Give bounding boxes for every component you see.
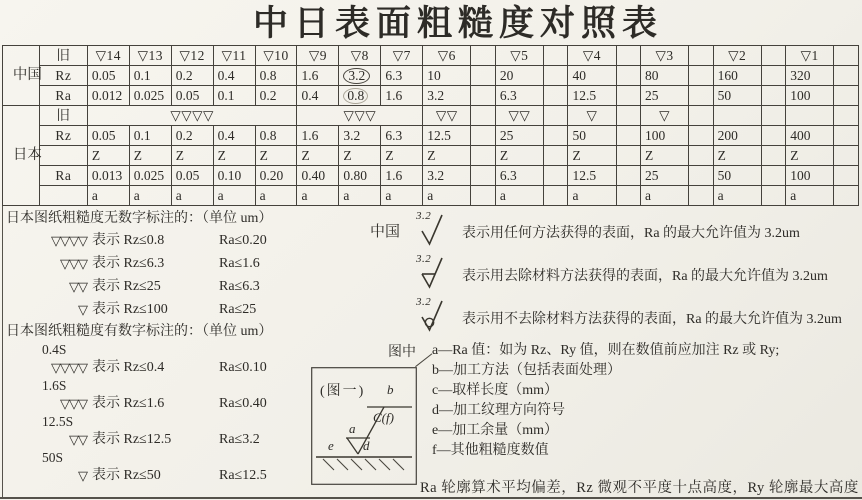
table-cell: 0.80	[339, 166, 381, 186]
table-cell: 200	[713, 126, 761, 146]
table-cell: 0.4	[297, 86, 339, 106]
table-cell	[471, 146, 496, 166]
figure-legend-item: b—加工方法（包括表面处理）	[432, 363, 621, 378]
row-label: 旧	[39, 46, 87, 66]
figure-legend-header: 图中	[388, 345, 416, 360]
table-cell	[616, 166, 641, 186]
table-cell: Z	[171, 146, 213, 166]
table-row	[3, 146, 859, 166]
table-cell: Z	[495, 146, 543, 166]
china-label: 中国	[370, 224, 401, 240]
table-cell	[616, 66, 641, 86]
table-cell: a	[381, 186, 423, 206]
group-label-text: 日本	[12, 146, 42, 163]
table-cell	[616, 86, 641, 106]
table-cell: 12.5	[568, 86, 616, 106]
table-row	[3, 126, 859, 146]
japan-symbol-entry	[6, 450, 320, 486]
japan-symbol-line	[6, 465, 320, 486]
table-cell	[471, 106, 496, 126]
row-label: Rz	[39, 126, 87, 146]
table-cell: 3.2	[423, 166, 471, 186]
table-cell: Z	[129, 146, 171, 166]
table-cell	[339, 86, 381, 106]
s-value-label: 50S	[42, 450, 64, 465]
japan-symbol-line	[6, 275, 320, 298]
table-cell: ▽5	[495, 46, 543, 66]
table-cell: ▽12	[171, 46, 213, 66]
table-cell	[761, 126, 786, 146]
table-cell	[471, 66, 496, 86]
table-cell: 400	[786, 126, 834, 146]
table-cell	[471, 86, 496, 106]
marked-value: 3.2	[343, 68, 370, 84]
table-cell: 6.3	[495, 86, 543, 106]
table-cell: ▽4	[568, 46, 616, 66]
table-cell	[761, 66, 786, 86]
japan-symbol-line	[6, 393, 320, 414]
table-cell: 0.1	[129, 66, 171, 86]
table-cell: a	[423, 186, 471, 206]
rz-spec: 表示 Rz≤0.4	[92, 360, 165, 375]
rz-spec: 表示 Rz≤6.3	[92, 256, 165, 271]
table-cell: Z	[213, 146, 255, 166]
table-cell: ▽	[641, 106, 689, 126]
table-cell	[834, 186, 859, 206]
table-cell: a	[641, 186, 689, 206]
china-label-spacer	[370, 298, 416, 306]
table-cell: ▽1	[786, 46, 834, 66]
table-cell: 50	[713, 166, 761, 186]
table-cell	[471, 166, 496, 186]
table-cell	[543, 66, 568, 86]
table-cell: ▽10	[255, 46, 297, 66]
table-cell: 20	[495, 66, 543, 86]
figure-label-a: a	[349, 421, 356, 436]
table-cell	[689, 66, 714, 86]
japan-no-number-lines	[6, 229, 320, 321]
table-cell: a	[339, 186, 381, 206]
table-cell: 25	[641, 166, 689, 186]
table-cell: ▽▽	[495, 106, 543, 126]
table-cell	[786, 106, 834, 126]
table-cell: 0.05	[171, 166, 213, 186]
symbol-value: 3.2	[416, 296, 432, 308]
rz-spec: 表示 Rz≤25	[92, 279, 161, 294]
figure-legend-first-row	[388, 341, 858, 361]
china-symbol-line	[370, 212, 860, 246]
ra-spec: Ra≤1.6	[219, 256, 260, 271]
table-cell: ▽8	[339, 46, 381, 66]
figure-label-d: d	[363, 438, 370, 453]
table-cell: ▽6	[423, 46, 471, 66]
china-symbol-notes	[370, 212, 860, 341]
table-cell: 10	[423, 66, 471, 86]
check-mark-icon	[418, 298, 448, 332]
table-cell: 3.2	[339, 126, 381, 146]
table-cell	[689, 166, 714, 186]
table-cell: a	[713, 186, 761, 206]
japan-symbol-line	[6, 229, 320, 252]
table-cell	[471, 126, 496, 146]
triangle-symbols: ▽▽▽	[60, 396, 87, 411]
table-cell	[616, 186, 641, 206]
row-label: Ra	[39, 166, 87, 186]
table-cell: 0.1	[213, 86, 255, 106]
row-label: Rz	[39, 66, 87, 86]
table-cell	[616, 146, 641, 166]
table-cell: 0.012	[87, 86, 129, 106]
table-cell	[543, 166, 568, 186]
table-row	[3, 86, 859, 106]
footer-definitions: Ra 轮廓算术平均偏差，Rz 微观不平度十点高度，Ry 轮廓最大高度	[420, 480, 859, 496]
table-cell: ▽▽	[423, 106, 471, 126]
table-cell: ▽	[568, 106, 616, 126]
table-cell: 0.025	[129, 166, 171, 186]
table-cell: Z	[713, 146, 761, 166]
table-cell: a	[213, 186, 255, 206]
table-cell: ▽7	[381, 46, 423, 66]
row-label	[39, 146, 87, 166]
japan-symbol-line	[6, 298, 320, 321]
table-cell: Z	[423, 146, 471, 166]
table-cell: 12.5	[423, 126, 471, 146]
rz-spec: 表示 Rz≤100	[92, 302, 168, 317]
row-label: 旧	[39, 106, 87, 126]
table-cell: 100	[786, 166, 834, 186]
check-mark-icon	[418, 255, 448, 289]
table-cell: ▽▽▽▽	[87, 106, 297, 126]
figure-legend-item: c—取样长度（mm）	[432, 383, 558, 398]
table-cell: ▽▽▽	[297, 106, 423, 126]
figure-caption: (图一)	[320, 384, 366, 399]
rz-spec: 表示 Rz≤12.5	[92, 432, 172, 447]
table-cell: 0.05	[87, 126, 129, 146]
table-cell	[689, 126, 714, 146]
triangle-symbols: ▽▽▽▽	[51, 233, 87, 248]
table-cell	[471, 46, 496, 66]
symbol-description: 表示用任何方法获得的表面，Ra 的最大允许值为 3.2um	[462, 226, 800, 241]
table-cell: ▽3	[641, 46, 689, 66]
ra-spec: Ra≤6.3	[219, 279, 260, 294]
table-cell	[761, 46, 786, 66]
japan-with-number-lines	[6, 342, 320, 486]
symbol-value: 3.2	[416, 253, 432, 265]
roughness-symbol-removal	[416, 255, 446, 289]
table-cell: a	[297, 186, 339, 206]
table-cell: 0.20	[255, 166, 297, 186]
table-cell: 0.8	[255, 66, 297, 86]
table-cell	[761, 186, 786, 206]
table-cell	[616, 106, 641, 126]
table-cell: a	[129, 186, 171, 206]
table-cell: 1.6	[381, 86, 423, 106]
table-cell: 1.6	[381, 166, 423, 186]
ra-spec: Ra≤0.10	[219, 360, 267, 375]
table-cell	[834, 46, 859, 66]
table-cell: 40	[568, 66, 616, 86]
bottom-border-line	[0, 497, 862, 499]
table-cell	[834, 146, 859, 166]
table-row	[3, 166, 859, 186]
table-cell: a	[87, 186, 129, 206]
table-cell: a	[495, 186, 543, 206]
table-cell: 1.6	[297, 126, 339, 146]
table-cell	[689, 186, 714, 206]
table-cell	[543, 186, 568, 206]
table-cell: 50	[713, 86, 761, 106]
table-cell: 0.2	[255, 86, 297, 106]
table-cell: 3.2	[423, 86, 471, 106]
table-cell: a	[786, 186, 834, 206]
table-cell: 6.3	[381, 66, 423, 86]
table-cell	[689, 106, 714, 126]
s-value-label: 1.6S	[42, 378, 67, 393]
table-cell	[543, 146, 568, 166]
table-cell	[761, 106, 786, 126]
japan-no-number-header: 日本图纸粗糙度无数字标注的：（单位 um）	[6, 211, 273, 226]
figure-legend-item: f—其他粗糙度数值	[432, 443, 549, 458]
table-cell	[543, 126, 568, 146]
triangle-symbols: ▽▽▽	[60, 256, 87, 271]
table-cell: a	[568, 186, 616, 206]
symbol-description: 表示用不去除材料方法获得的表面，Ra 的最大允许值为 3.2um	[462, 312, 842, 327]
table-cell: 320	[786, 66, 834, 86]
ra-spec: Ra≤0.40	[219, 396, 267, 411]
table-cell	[543, 46, 568, 66]
table-cell: 0.4	[213, 66, 255, 86]
table-cell: 0.05	[87, 66, 129, 86]
china-symbol-line	[370, 298, 860, 332]
japan-symbol-line	[6, 429, 320, 450]
table-row	[3, 186, 859, 206]
table-cell: 100	[641, 126, 689, 146]
table-cell: Z	[786, 146, 834, 166]
japan-annotation-notes	[6, 208, 320, 486]
table-cell: 50	[568, 126, 616, 146]
japan-with-number-header: 日本图纸粗糙度有数字标注的：（单位 um）	[6, 324, 273, 339]
table-cell: 0.013	[87, 166, 129, 186]
table-cell: Z	[297, 146, 339, 166]
rz-spec: 表示 Rz≤50	[92, 468, 161, 483]
japan-symbol-entry	[6, 414, 320, 450]
figure-legend-items	[432, 361, 858, 461]
table-cell	[689, 46, 714, 66]
group-label	[3, 106, 40, 206]
table-cell: 0.40	[297, 166, 339, 186]
table-cell: ▽13	[129, 46, 171, 66]
figure-legend	[388, 341, 858, 461]
table-cell: Z	[87, 146, 129, 166]
table-cell: Z	[568, 146, 616, 166]
symbol-description: 表示用去除材料方法获得的表面，Ra 的最大允许值为 3.2um	[462, 269, 828, 284]
table-cell	[471, 186, 496, 206]
table-cell: 0.05	[171, 86, 213, 106]
row-label: Ra	[39, 86, 87, 106]
table-cell: 0.1	[129, 126, 171, 146]
table-cell	[689, 86, 714, 106]
table-cell	[834, 126, 859, 146]
table-cell: 160	[713, 66, 761, 86]
table-cell	[834, 66, 859, 86]
japan-symbol-line	[6, 252, 320, 275]
table-row	[3, 46, 859, 66]
figure-legend-item: a—Ra 值：如为 Rz、Ry 值，则在数值前应加注 Rz 或 Ry;	[432, 343, 780, 358]
document-title: 中日表面粗糙度对照表	[252, 4, 663, 43]
table-cell	[834, 166, 859, 186]
table-cell: ▽2	[713, 46, 761, 66]
roughness-comparison-table	[2, 45, 859, 206]
table-cell: 80	[641, 66, 689, 86]
table-row	[3, 66, 859, 86]
triangle-symbols: ▽▽	[69, 432, 87, 447]
table-cell	[616, 46, 641, 66]
triangle-symbols: ▽▽	[69, 279, 87, 294]
table-cell	[543, 86, 568, 106]
figure-one	[311, 367, 417, 485]
table-cell: Z	[339, 146, 381, 166]
table-cell	[761, 146, 786, 166]
s-value-label: 12.5S	[42, 414, 74, 429]
table-cell	[339, 66, 381, 86]
table-cell: 12.5	[568, 166, 616, 186]
ra-spec: Ra≤3.2	[219, 432, 260, 447]
table-cell: 0.025	[129, 86, 171, 106]
table-cell	[713, 106, 761, 126]
triangle-symbols: ▽	[78, 468, 87, 483]
table-cell: 0.2	[171, 66, 213, 86]
table-cell: 0.4	[213, 126, 255, 146]
table-cell: a	[171, 186, 213, 206]
table-cell: 0.2	[171, 126, 213, 146]
triangle-symbols: ▽	[78, 302, 87, 317]
table-row	[3, 106, 859, 126]
table-cell: 6.3	[495, 166, 543, 186]
japan-symbol-entry	[6, 378, 320, 414]
japan-symbol-entry	[6, 342, 320, 378]
left-border-line	[2, 206, 3, 498]
group-label-text: 中国	[12, 66, 42, 83]
rz-spec: 表示 Rz≤0.8	[92, 233, 165, 248]
japan-symbol-line	[6, 357, 320, 378]
check-mark-icon	[418, 212, 448, 246]
table-cell: Z	[381, 146, 423, 166]
roughness-symbol-no_removal	[416, 298, 446, 332]
marked-value: 0.8	[343, 88, 368, 104]
figure-label-e: e	[328, 438, 334, 453]
table-cell: Z	[641, 146, 689, 166]
table-cell	[616, 126, 641, 146]
group-label	[3, 46, 40, 106]
table-cell: Z	[255, 146, 297, 166]
table-cell: ▽11	[213, 46, 255, 66]
symbol-value: 3.2	[416, 210, 432, 222]
table-cell	[834, 106, 859, 126]
table-cell: 6.3	[381, 126, 423, 146]
table-cell: ▽9	[297, 46, 339, 66]
roughness-symbol-any	[416, 212, 446, 246]
table-cell: 0.10	[213, 166, 255, 186]
table-cell: a	[255, 186, 297, 206]
table-cell	[834, 86, 859, 106]
table-cell	[761, 166, 786, 186]
figure-legend-item: e—加工余量（mm）	[432, 423, 558, 438]
table-cell	[543, 106, 568, 126]
s-value-label: 0.4S	[42, 342, 67, 357]
table-cell	[689, 146, 714, 166]
triangle-symbols: ▽▽▽▽	[51, 360, 87, 375]
ra-spec: Ra≤0.20	[219, 233, 267, 248]
table-cell	[761, 86, 786, 106]
table-cell: 25	[495, 126, 543, 146]
ra-spec: Ra≤25	[219, 302, 257, 317]
table-cell: 0.8	[255, 126, 297, 146]
figure-label-b: b	[387, 382, 394, 397]
table-cell: ▽14	[87, 46, 129, 66]
figure-legend-item: d—加工纹理方向符号	[432, 403, 565, 418]
ra-spec: Ra≤12.5	[219, 468, 267, 483]
china-symbol-line	[370, 255, 860, 289]
row-label	[39, 186, 87, 206]
table-cell: 100	[786, 86, 834, 106]
table-cell: 25	[641, 86, 689, 106]
table-cell: 1.6	[297, 66, 339, 86]
figure-label-c: C(f)	[373, 410, 394, 425]
china-label-spacer	[370, 255, 416, 263]
rz-spec: 表示 Rz≤1.6	[92, 396, 165, 411]
